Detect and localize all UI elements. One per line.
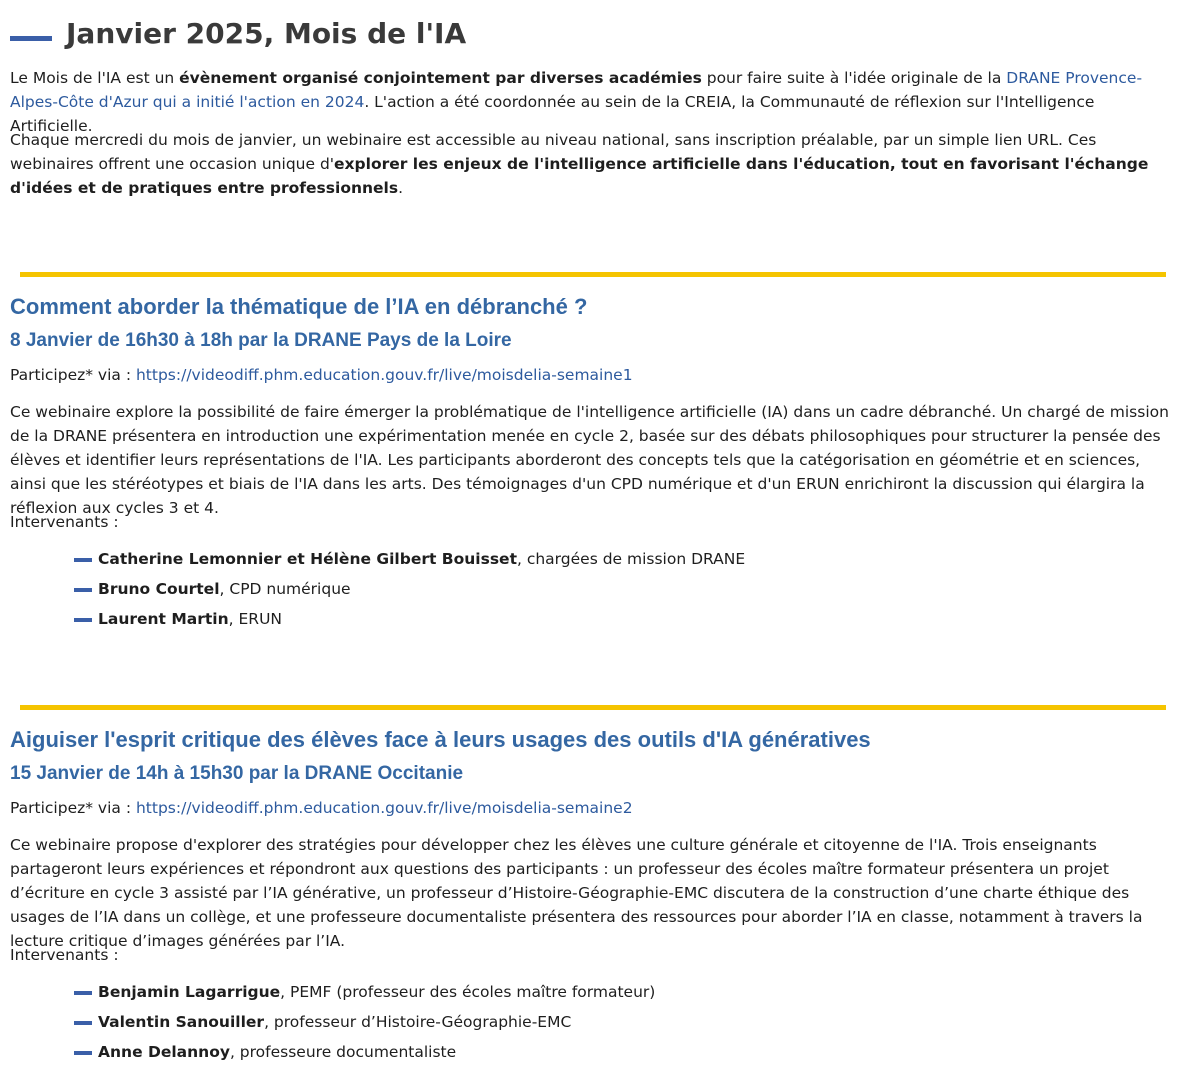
intro-text: Le Mois de l'IA est un — [10, 69, 180, 87]
session-2-date: 15 Janvier de 14h à 15h30 par la DRANE Occitanie — [10, 763, 464, 784]
session-1-title: Comment aborder la thématique de l’IA en débranché ? — [10, 294, 588, 319]
session-2-speakers-label: Intervenants : — [10, 946, 119, 964]
session-1-link[interactable]: https://videodiff.phm.education.gouv.fr/live/moisdelia-semaine1 — [135, 366, 633, 384]
speaker-item — [74, 574, 745, 604]
speaker-name: Bruno Courtel — [98, 580, 220, 598]
speaker-role: , professeure documentaliste — [229, 1043, 457, 1061]
page-title: Janvier 2025, Mois de l'IA — [66, 17, 467, 50]
intro-text: . L'action a été coordonnée au sein de la CREIA, la Communauté de réflexion sur l'Intelligence Artificielle. — [10, 93, 1095, 135]
session-2-description-text: Ce webinaire propose d'explorer des stratégies pour développer chez les élèves une culture générale et citoyenne de l'IA. Trois enseignants partageront leurs expériences et répondront aux questions des participants : un professeur des écoles maître formateur présentera un projet d’écriture en cycle 3 assisté par l’IA générative, un professeur d’Histoire-Géographie-EMC discutera de la construction d’une charte éthique des usages de l’IA dans un collège, et une professeure documentaliste présentera des ressources pour aborder l’IA en classe, notamment à travers la lecture critique d’images générées par l’IA. — [10, 836, 1143, 950]
speaker-item — [74, 604, 745, 634]
speaker-role: , CPD numérique — [219, 580, 351, 598]
intro-bold-text: évènement organisé conjointement par diverses académies — [179, 69, 702, 87]
session-1-description — [10, 400, 1180, 520]
bullet-dash-icon — [74, 618, 92, 622]
bullet-dash-icon — [74, 588, 92, 592]
bullet-dash-icon — [74, 1051, 92, 1055]
session-1-speakers-list — [74, 544, 745, 634]
speaker-item — [74, 1007, 655, 1037]
session-2-link[interactable]: https://videodiff.phm.education.gouv.fr/live/moisdelia-semaine2 — [135, 799, 633, 817]
section-divider — [20, 272, 1166, 277]
bullet-dash-icon — [74, 991, 92, 995]
page-title-row — [10, 14, 466, 54]
session-1-participate-line — [10, 363, 633, 387]
section-divider — [20, 705, 1166, 710]
intro-bold-text: explorer les enjeux de l'intelligence artificielle dans l'éducation, tout en favorisant l'échange d'idées et de pratiques entre professionnels — [10, 155, 1149, 197]
speaker-name: Valentin Sanouiller — [98, 1013, 265, 1031]
speaker-item — [74, 977, 655, 1007]
bullet-dash-icon — [74, 1021, 92, 1025]
session-2-description — [10, 833, 1180, 953]
speaker-role: , ERUN — [228, 610, 283, 628]
session-1-speakers-label: Intervenants : — [10, 513, 119, 531]
session-1-description-text: Ce webinaire explore la possibilité de faire émerger la problématique de l'intelligence artificielle (IA) dans un cadre débranché. Un chargé de mission de la DRANE présentera en introduction une expérimentation menée en cycle 2, basée sur des débats philosophiques pour structurer la pensée des élèves et identifier leurs représentations de l'IA. Les participants aborderont des concepts tels que la catégorisation en géométrie et en sciences, ainsi que les stéréotypes et biais de l'IA dans les arts. Des témoignages d'un CPD numérique et d'un ERUN enrichiront la discussion qui élargira la réflexion aux cycles 3 et 4. — [10, 403, 1169, 517]
title-accent-bar — [10, 36, 52, 41]
speaker-name: Anne Delannoy — [98, 1043, 230, 1061]
intro-text: Chaque mercredi du mois de janvier, un webinaire est accessible au niveau national, sans inscription préalable, par un simple lien URL. Ces webinaires offrent une occasion unique d' — [10, 131, 1097, 173]
speaker-item — [74, 544, 745, 574]
speaker-item — [74, 1037, 655, 1067]
intro-paragraph-2 — [10, 128, 1180, 200]
drane-paca-link[interactable]: DRANE Provence-Alpes-Côte d'Azur qui a initié l'action en 2024 — [10, 69, 1143, 111]
speaker-role: , chargées de mission DRANE — [516, 550, 746, 568]
bullet-dash-icon — [74, 558, 92, 562]
session-2-speakers-list — [74, 977, 655, 1067]
session-2-participate-line — [10, 796, 633, 820]
participate-label: Participez* via : — [10, 366, 136, 384]
session-1-date: 8 Janvier de 16h30 à 18h par la DRANE Pays de la Loire — [10, 330, 512, 351]
participate-label: Participez* via : — [10, 799, 136, 817]
speaker-name: Catherine Lemonnier et Hélène Gilbert Bouisset — [98, 550, 517, 568]
intro-text: pour faire suite à l'idée originale de la — [701, 69, 1007, 87]
speaker-name: Benjamin Lagarrigue — [98, 983, 281, 1001]
session-2-title: Aiguiser l'esprit critique des élèves face à leurs usages des outils d'IA génératives — [10, 727, 871, 752]
speaker-role: , professeur d’Histoire-Géographie-EMC — [264, 1013, 572, 1031]
speaker-role: , PEMF (professeur des écoles maître formateur) — [280, 983, 656, 1001]
speaker-name: Laurent Martin — [98, 610, 229, 628]
intro-text: . — [398, 179, 404, 197]
